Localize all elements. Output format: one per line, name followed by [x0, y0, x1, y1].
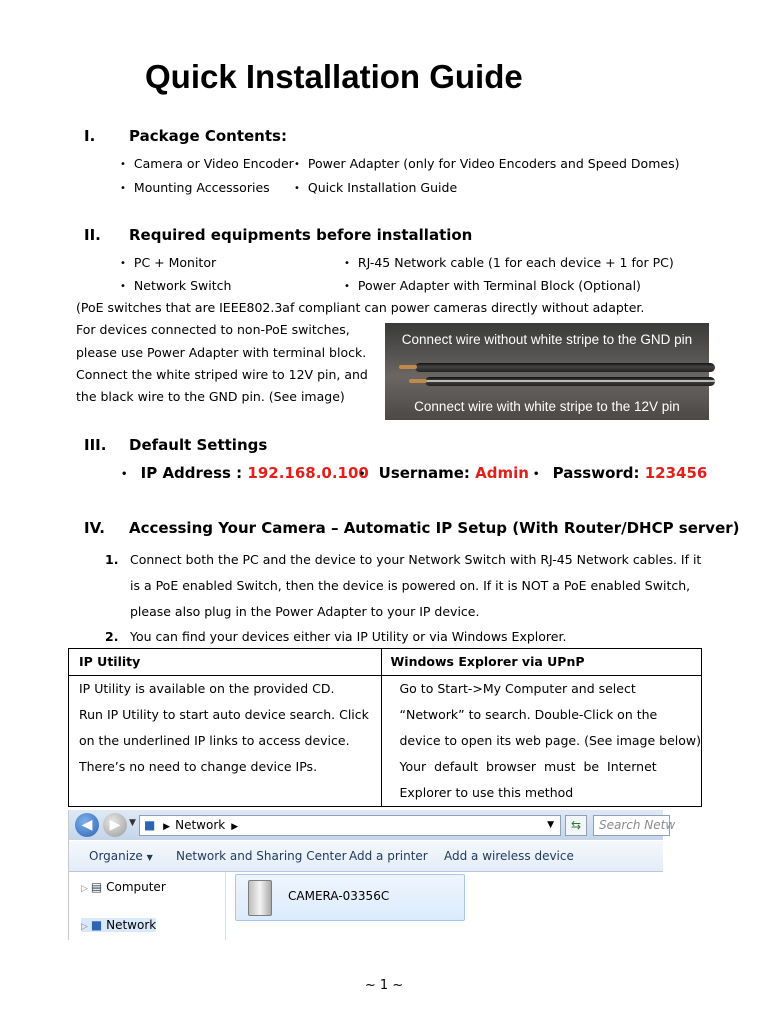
table-text: device to open its web page. (See image below): [399, 733, 701, 748]
package-item: • Quick Installation Guide: [294, 180, 457, 195]
forward-button[interactable]: [103, 813, 127, 837]
package-item: • Power Adapter (only for Video Encoders and Speed Domes): [294, 156, 679, 171]
refresh-icon: ⇆: [570, 818, 582, 832]
username-setting: [359, 464, 529, 482]
recent-pages-dropdown-icon[interactable]: ▼: [129, 818, 136, 828]
refresh-button[interactable]: [565, 815, 587, 836]
ip-address-value: 192.168.0.100: [247, 464, 369, 482]
password-value: 123456: [644, 464, 708, 482]
table-text: Run IP Utility to start auto device search. Click: [79, 707, 369, 722]
network-icon: ■: [144, 818, 156, 832]
black-wire: [415, 363, 715, 372]
table-header-windows-explorer: Windows Explorer via UPnP: [381, 649, 702, 676]
wire-tip: [399, 365, 417, 369]
wire-photo: [385, 323, 709, 420]
camera-device-icon: [248, 880, 272, 916]
device-name: CAMERA-03356C: [288, 889, 390, 903]
page-title: Quick Installation Guide: [145, 58, 523, 95]
table-text: on the underlined IP links to access device.: [79, 733, 350, 748]
poe-note: (PoE switches that are IEEE802.3af compliant can power cameras directly without adapter.: [76, 300, 645, 315]
back-arrow-icon: ◀: [81, 817, 93, 833]
section-2-number: II.: [84, 226, 101, 244]
table-text: There’s no need to change device IPs.: [79, 759, 318, 774]
explorer-screenshot: [68, 810, 676, 940]
equipment-item: • Power Adapter with Terminal Block (Optional): [344, 278, 641, 293]
username-label: Username:: [378, 464, 476, 482]
section-4-heading: Accessing Your Camera – Automatic IP Setup (With Router/DHCP server): [129, 519, 740, 537]
address-dropdown-icon[interactable]: ▼: [547, 820, 554, 830]
chevron-right-icon: ▶: [163, 822, 171, 832]
ip-address-label: IP Address :: [140, 464, 248, 482]
add-printer-button[interactable]: Add a printer: [349, 849, 428, 863]
section-3-heading: Default Settings: [129, 436, 268, 454]
address-input[interactable]: ■ ▶ Network ▶ ▼: [139, 815, 561, 836]
table-text: Go to Start->My Computer and select: [399, 681, 636, 696]
ip-address-setting: [121, 464, 369, 482]
package-item: • Mounting Accessories: [120, 180, 270, 195]
wire-tip: [409, 379, 427, 383]
step-2-number: 2.: [105, 629, 119, 644]
tree-item-network[interactable]: ▷ ■ Network: [81, 918, 157, 932]
step-1-line: please also plug in the Power Adapter to your IP device.: [130, 604, 480, 619]
search-input[interactable]: Search Netw: [593, 815, 670, 836]
section-1-heading: Package Contents:: [129, 127, 287, 145]
equipment-item: • RJ-45 Network cable (1 for each device + 1 for PC): [344, 255, 674, 270]
tree-item-computer[interactable]: ▷ ▤ Computer: [81, 880, 166, 894]
wire-caption-gnd: Connect wire without white stripe to the GND pin: [401, 332, 693, 347]
table-text: IP Utility is available on the provided CD.: [79, 681, 335, 696]
table-text: “Network” to search. Double-Click on the: [399, 707, 658, 722]
forward-arrow-icon: ▶: [109, 817, 121, 833]
package-item: • Camera or Video Encoder: [120, 156, 294, 171]
computer-icon: ▤: [90, 880, 103, 894]
network-device-item[interactable]: [235, 874, 465, 921]
table-cell-ip-utility: [69, 676, 382, 807]
table-cell-windows-explorer: [381, 676, 702, 807]
username-value: Admin: [475, 464, 529, 482]
password-setting: [533, 464, 707, 482]
poe-note: For devices connected to non-PoE switches,: [76, 322, 350, 337]
navigation-pane: [69, 872, 226, 940]
expand-arrow-icon[interactable]: ▷: [81, 922, 88, 932]
table-header-ip-utility: IP Utility: [69, 649, 382, 676]
password-label: Password:: [552, 464, 645, 482]
chevron-right-icon: ▶: [231, 822, 239, 832]
step-2-line: You can find your devices either via IP Utility or via Windows Explorer.: [130, 629, 567, 644]
step-1-line: is a PoE enabled Switch, then the device is powered on. If it is NOT a PoE enabled Switch,: [130, 578, 691, 593]
table-text: Explorer to use this method: [399, 785, 574, 800]
section-2-heading: Required equipments before installation: [129, 226, 473, 244]
expand-arrow-icon[interactable]: ▷: [81, 884, 88, 894]
chevron-down-icon: ▼: [146, 853, 153, 862]
poe-note: please use Power Adapter with terminal block.: [76, 345, 367, 360]
section-3-number: III.: [84, 436, 107, 454]
equipment-item: • PC + Monitor: [120, 255, 216, 270]
organize-menu[interactable]: Organize ▼: [89, 849, 153, 863]
page-number: ~ 1 ~: [364, 978, 404, 993]
step-1-line: Connect both the PC and the device to your Network Switch with RJ-45 Network cables. If it: [130, 552, 702, 567]
address-bar-area: [69, 810, 676, 840]
back-button[interactable]: [75, 813, 99, 837]
step-1-number: 1.: [105, 552, 119, 567]
network-sharing-center-button[interactable]: Network and Sharing Center: [176, 849, 347, 863]
poe-note: Connect the white striped wire to 12V pin, and: [76, 367, 368, 382]
poe-note: the black wire to the GND pin. (See image): [76, 389, 345, 404]
striped-wire: [425, 377, 715, 386]
section-4-number: IV.: [84, 519, 105, 537]
table-text: Your default browser must be Internet: [399, 759, 657, 774]
network-icon: ■: [90, 918, 103, 932]
add-wireless-device-button[interactable]: Add a wireless device: [444, 849, 574, 863]
equipment-item: • Network Switch: [120, 278, 231, 293]
wire-caption-12v: Connect wire with white stripe to the 12V pin: [414, 399, 680, 414]
discovery-methods-table: [68, 648, 702, 807]
section-1-number: I.: [84, 127, 96, 145]
command-bar: [69, 841, 663, 872]
